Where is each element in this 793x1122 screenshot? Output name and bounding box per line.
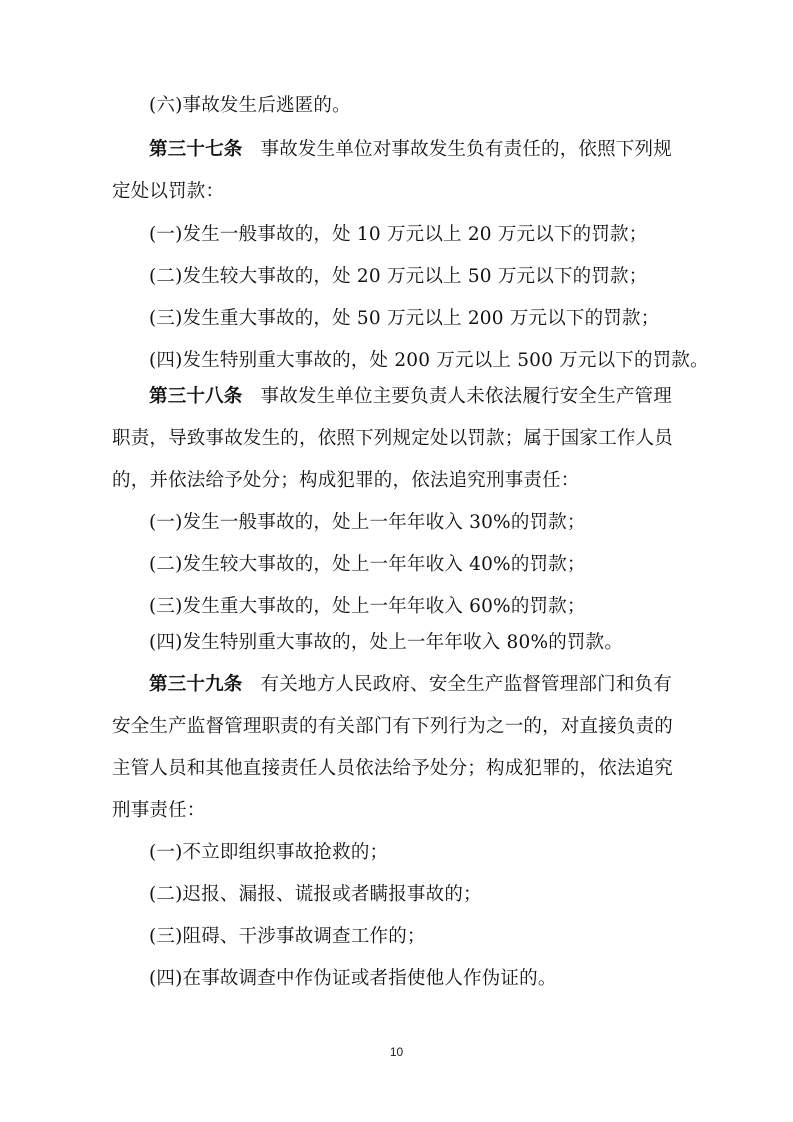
line-text: 主管人员和其他直接责任人员依法给予处分；构成犯罪的，依法追究 bbox=[112, 758, 674, 779]
line-text: (三)阻碍、干涉事故调查工作的； bbox=[149, 926, 426, 947]
page-number: 10 bbox=[389, 1045, 404, 1059]
line-text: 刑事责任： bbox=[112, 800, 206, 821]
article-37-number: 第三十七条 bbox=[149, 139, 243, 160]
line-text: (三)发生重大事故的，处上一年年收入 60%的罚款； bbox=[149, 596, 586, 617]
list-item bbox=[149, 348, 709, 374]
line-text: 有关地方人民政府、安全生产监督管理部门和负有 bbox=[260, 674, 672, 695]
article-38-heading-line bbox=[149, 384, 692, 410]
line-text: (四)在事故调查中作伪证或者指使他人作伪证的。 bbox=[149, 968, 557, 989]
list-item bbox=[149, 306, 692, 332]
list-item bbox=[149, 552, 692, 578]
line-text: (二)发生较大事故的，处上一年年收入 40%的罚款； bbox=[149, 554, 586, 575]
paragraph-line bbox=[112, 468, 692, 494]
list-item bbox=[149, 264, 692, 290]
line-text: (二)迟报、漏报、谎报或者瞒报事故的； bbox=[149, 884, 482, 905]
paragraph-line bbox=[149, 93, 692, 119]
paragraph-line bbox=[112, 798, 692, 824]
line-text: (三)发生重大事故的，处 50 万元以上 200 万元以下的罚款； bbox=[149, 308, 660, 329]
paragraph-line bbox=[112, 179, 692, 205]
paragraph-line bbox=[112, 756, 692, 782]
article-37-heading-line bbox=[149, 137, 692, 163]
article-39-heading-line bbox=[149, 672, 692, 698]
line-text: 定处以罚款： bbox=[112, 181, 225, 202]
line-text: 事故发生单位主要负责人未依法履行安全生产管理 bbox=[260, 386, 672, 407]
line-text: (四)发生特别重大事故的，处 200 万元以上 500 万元以下的罚款。 bbox=[149, 350, 709, 371]
line-text: (一)发生一般事故的，处上一年年收入 30%的罚款； bbox=[149, 512, 586, 533]
paragraph-line bbox=[112, 426, 692, 452]
list-item bbox=[149, 966, 692, 992]
line-text: (六)事故发生后逃匿的。 bbox=[149, 95, 351, 116]
article-39-number: 第三十九条 bbox=[149, 674, 243, 695]
line-text: 事故发生单位对事故发生负有责任的，依照下列规 bbox=[260, 139, 672, 160]
article-38-number: 第三十八条 bbox=[149, 386, 243, 407]
line-text: (四)发生特别重大事故的，处上一年年收入 80%的罚款。 bbox=[149, 632, 624, 653]
list-item bbox=[149, 630, 692, 656]
list-item bbox=[149, 594, 692, 620]
line-text: (二)发生较大事故的，处 20 万元以上 50 万元以下的罚款； bbox=[149, 266, 648, 287]
list-item bbox=[149, 924, 692, 950]
list-item bbox=[149, 882, 692, 908]
line-text: (一)发生一般事故的，处 10 万元以上 20 万元以下的罚款； bbox=[149, 224, 648, 245]
list-item bbox=[149, 840, 692, 866]
line-text: 安全生产监督管理职责的有关部门有下列行为之一的，对直接负责的 bbox=[112, 716, 674, 737]
paragraph-line bbox=[112, 714, 692, 740]
list-item bbox=[149, 510, 692, 536]
line-text: 职责，导致事故发生的，依照下列规定处以罚款；属于国家工作人员 bbox=[112, 428, 674, 449]
list-item bbox=[149, 222, 692, 248]
line-text: (一)不立即组织事故抢救的； bbox=[149, 842, 389, 863]
line-text: 的，并依法给予处分；构成犯罪的，依法追究刑事责任： bbox=[112, 470, 580, 491]
